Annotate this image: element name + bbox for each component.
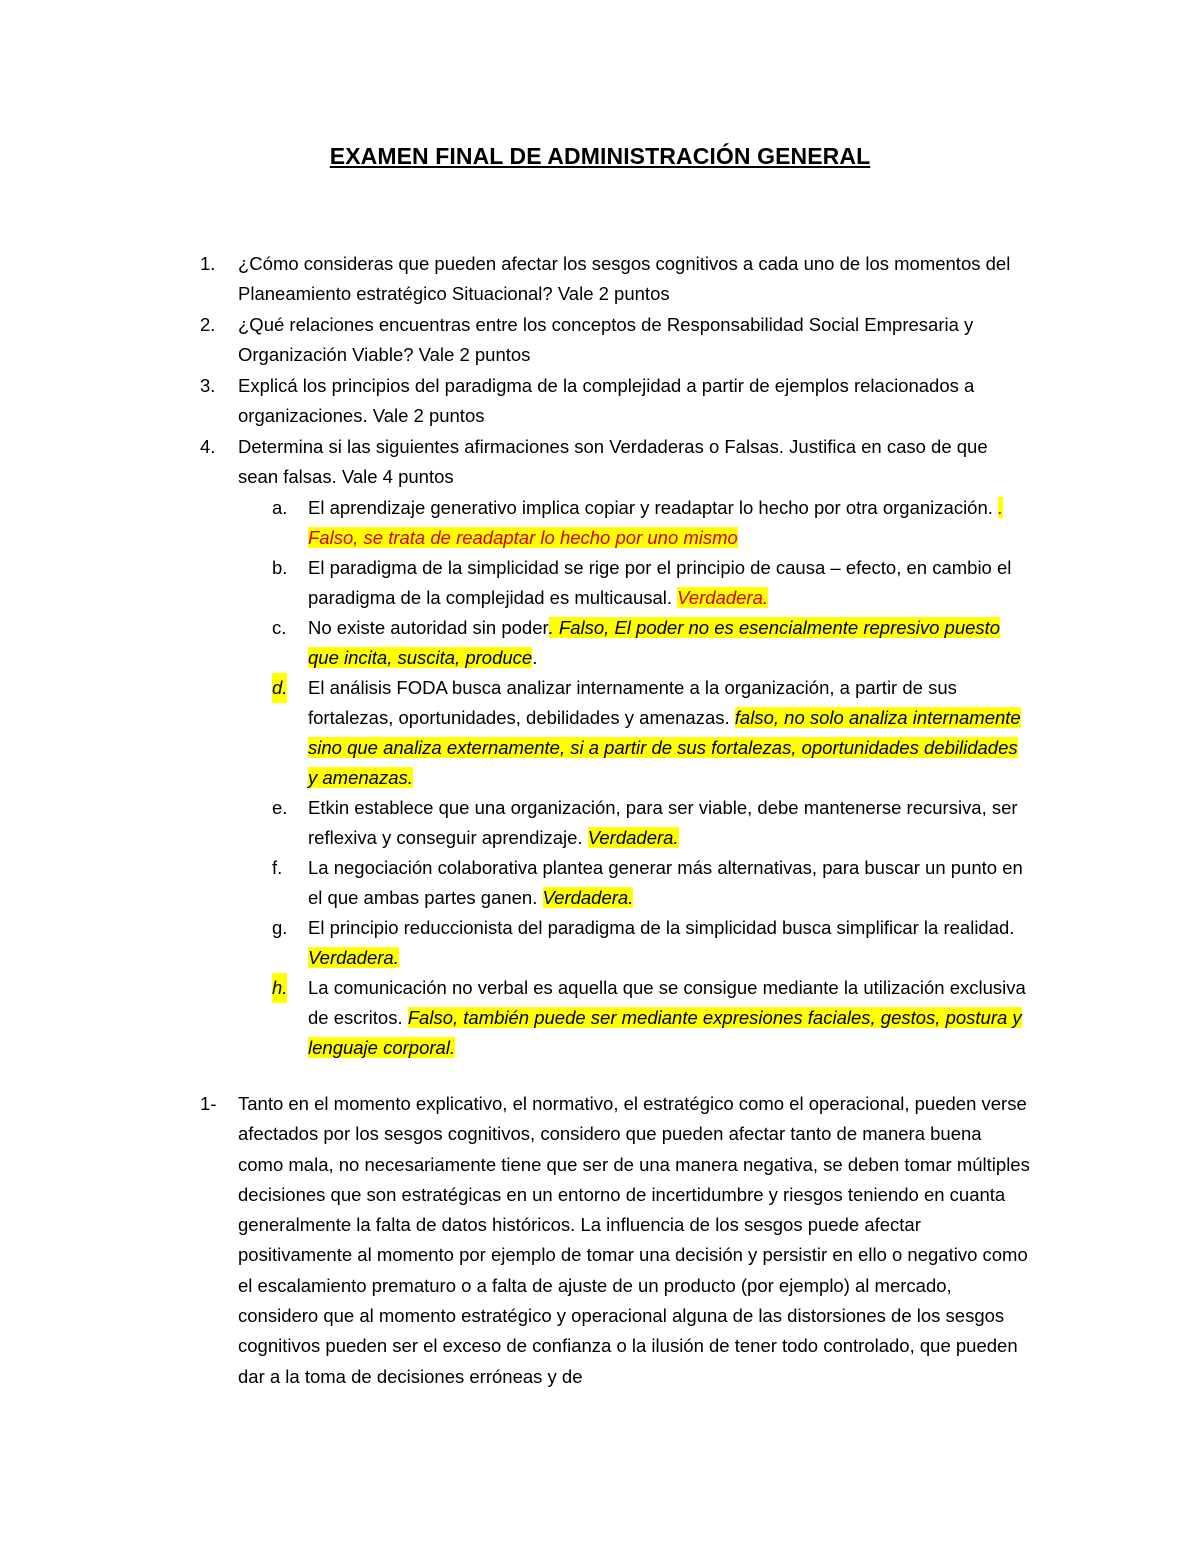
item-letter: h. (272, 973, 287, 1003)
question-1 (200, 249, 1030, 309)
question-3 (200, 371, 1030, 431)
item-answer: Verdadera. (542, 887, 634, 908)
item-h (200, 973, 1030, 1063)
item-letter: g. (272, 917, 288, 938)
item-f (200, 853, 1030, 913)
item-answer: falso, no solo analiza internamente sino que analiza externamente, si a partir de sus fortalezas, oportunidades debilidades y amenazas. (308, 707, 1021, 788)
item-text: El paradigma de la simplicidad se rige por el principio de causa – efecto, en cambio el paradigma de la complejidad es multicausal. (308, 557, 1012, 608)
response-1 (200, 1089, 1030, 1392)
question-number: 3. (200, 375, 216, 396)
response-text: Tanto en el momento explicativo, el normativo, el estratégico como el operacional, pueden verse afectados por los sesgos cognitivos, considero que pueden afectar tanto de manera buena como mala, no necesariamente tiene que ser de una manera negativa, se deben tomar múltiples decisiones que son estratégicas en un entorno de incertidumbre y riesgos teniendo en cuanta generalmente la falta de datos históricos. La influencia de los sesgos puede afectar positivamente al momento por ejemplo de tomar una decisión y persistir en ello o negativo como el escalamiento prematuro o a falta de ajuste de un producto (por ejemplo) al mercado, considero que al momento estratégico y operacional alguna de las distorsiones de los sesgos cognitivos pueden ser el exceso de confianza o la ilusión de tener todo controlado, que pueden dar a la toma de decisiones erróneas y de (238, 1093, 1030, 1387)
item-answer: . Falso, se trata de readaptar lo hecho por uno mismo (308, 497, 1004, 548)
question-list (200, 249, 1030, 1063)
question-text: ¿Qué relaciones encuentras entre los conceptos de Responsabilidad Social Empresaria y Organización Viable? Vale 2 puntos (238, 314, 974, 365)
item-letter: e. (272, 797, 288, 818)
question-2 (200, 310, 1030, 370)
question-text: ¿Cómo consideras que pueden afectar los sesgos cognitivos a cada uno de los momentos del Planeamiento estratégico Situacional? Vale 2 puntos (238, 253, 1011, 304)
question-text: Determina si las siguientes afirmaciones son Verdaderas o Falsas. Justifica en caso de que sean falsas. Vale 4 puntos (238, 436, 988, 487)
item-text: La negociación colaborativa plantea generar más alternativas, para buscar un punto en el que ambas partes ganen. (308, 857, 1023, 908)
question-4 (200, 432, 1030, 492)
item-letter: b. (272, 557, 288, 578)
item-letter: f. (272, 857, 283, 878)
item-tail: . (532, 647, 538, 668)
item-answer: Verdadera. (677, 587, 769, 608)
question-text: Explicá los principios del paradigma de la complejidad a partir de ejemplos relacionados a organizaciones. Vale 2 puntos (238, 375, 975, 426)
item-text: La comunicación no verbal es aquella que se consigue mediante la utilización exclusiva de escritos. (308, 977, 1026, 1028)
question-number: 2. (200, 314, 216, 335)
item-answer: Falso, también puede ser mediante expresiones faciales, gestos, postura y lenguaje corporal. (308, 1007, 1022, 1058)
item-d (200, 673, 1030, 793)
item-a (200, 493, 1030, 553)
item-answer: Verdadera. (308, 947, 399, 968)
item-answer: Verdadera. (587, 827, 679, 848)
question-number: 4. (200, 436, 216, 457)
question-number: 1. (200, 253, 216, 274)
item-letter: c. (272, 617, 287, 638)
item-answer: . Falso, El poder no es esencialmente represivo puesto que incita, suscita, produce (308, 617, 1001, 668)
item-text: El análisis FODA busca analizar internamente a la organización, a partir de sus fortalezas, oportunidades, debilidades y amenazas. (308, 677, 957, 728)
item-text: No existe autoridad sin poder (308, 617, 549, 638)
response-number: 1- (200, 1093, 217, 1114)
item-letter: a. (272, 497, 288, 518)
item-e (200, 793, 1030, 853)
item-g (200, 913, 1030, 973)
item-letter: d. (272, 673, 287, 703)
item-text: El aprendizaje generativo implica copiar y readaptar lo hecho por otra organización. (308, 497, 993, 518)
item-b (200, 553, 1030, 613)
item-text: El principio reduccionista del paradigma de la simplicidad busca simplificar la realidad. (308, 917, 1015, 938)
item-text: Etkin establece que una organización, para ser viable, debe mantenerse recursiva, ser reflexiva y conseguir aprendizaje. (308, 797, 1018, 848)
page-title: EXAMEN FINAL DE ADMINISTRACIÓN GENERAL (329, 143, 871, 169)
item-c (200, 613, 1030, 673)
